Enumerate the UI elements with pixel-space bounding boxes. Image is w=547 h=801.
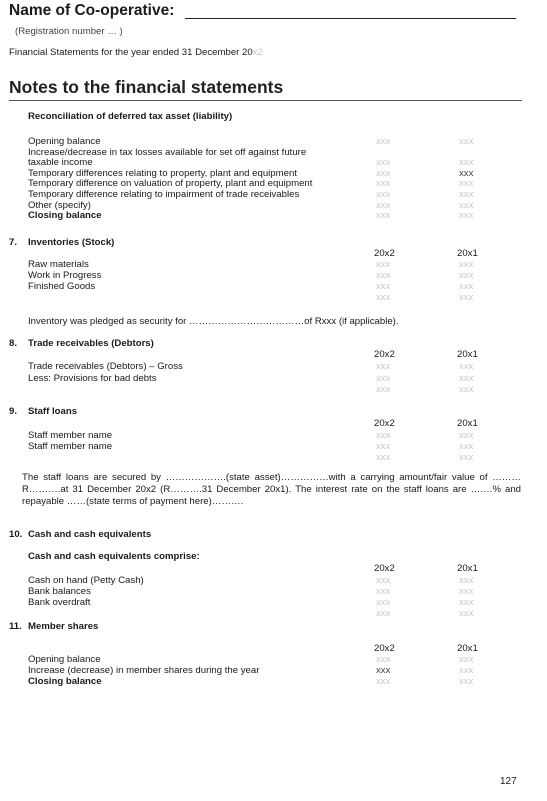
deferred-tax-value-prior: xxx — [459, 199, 474, 211]
cash-year-2: 20x1 — [457, 563, 478, 574]
deferred-tax-value-prior: xxx — [459, 136, 474, 147]
staff-loans-row-label: Staff member name — [28, 441, 113, 452]
member-shares-row-label: Opening balance — [28, 654, 101, 665]
staff-loans-total-prior: xxx — [459, 452, 474, 463]
cash-value-prior: xxx — [459, 586, 474, 597]
deferred-tax-row-label: taxable income — [28, 157, 93, 169]
deferred-tax-value-current: xxx — [376, 178, 391, 190]
member-shares-row-label: Closing balance — [28, 676, 102, 687]
registration-number: (Registration number … ) — [15, 26, 123, 37]
page-number: 127 — [500, 776, 517, 787]
staff-loans-number: 9. — [9, 406, 18, 417]
deferred-tax-value-current: xxx — [376, 136, 391, 147]
member-shares-value-prior: xxx — [459, 665, 474, 676]
staff-loans-row-label: Staff member name — [28, 430, 113, 441]
staff-loans-value-current: xxx — [376, 430, 391, 441]
deferred-tax-value-prior: xxx — [459, 189, 474, 200]
inventories-year-2: 20x1 — [457, 248, 478, 259]
deferred-tax-value-current: xxx — [376, 157, 391, 169]
inventories-pledge-note: Inventory was pledged as security for ………………………………of Rxxx (if applicable). — [28, 316, 399, 327]
deferred-tax-value-current: xxx — [376, 210, 391, 222]
member-shares-row-label: Increase (decrease) in member shares during the year — [28, 665, 260, 676]
deferred-tax-value-current: xxx — [376, 199, 391, 211]
cooperative-name-line — [185, 18, 516, 19]
inventories-row-label: Finished Goods — [28, 281, 96, 292]
inventories-value-prior: xxx — [459, 270, 474, 281]
inventories-value-current: xxx — [376, 259, 391, 270]
deferred-tax-value-prior: xxx — [459, 167, 474, 179]
cash-row-label: Cash on hand (Petty Cash) — [28, 575, 144, 586]
staff-loans-value-prior: xxx — [459, 430, 474, 441]
staff-loans-title: Staff loans — [28, 406, 78, 417]
receivables-year-2: 20x1 — [457, 349, 478, 360]
financial-statements-line: Financial Statements for the year ended 31 December 20x2 — [9, 47, 263, 58]
cash-value-current: xxx — [376, 597, 391, 608]
member-shares-value-current: xxx — [376, 654, 391, 665]
notes-title: Notes to the financial statements — [9, 77, 284, 97]
inventories-row-label: Raw materials — [28, 259, 89, 270]
inventories-total-current: xxx — [376, 292, 391, 303]
deferred-tax-value-prior: xxx — [459, 210, 474, 222]
staff-loans-value-current: xxx — [376, 441, 391, 452]
staff-loans-year-1: 20x2 — [374, 418, 395, 429]
deferred-tax-value-current: xxx — [376, 189, 391, 200]
receivables-value-prior: xxx — [459, 361, 474, 372]
inventories-year-1: 20x2 — [374, 248, 395, 259]
deferred-tax-row-label: Opening balance — [28, 136, 101, 147]
cash-row-label: Bank balances — [28, 586, 91, 597]
receivables-number: 8. — [9, 338, 18, 349]
deferred-tax-row-label: Temporary differences relating to property, plant and equipment — [28, 167, 297, 179]
inventories-value-current: xxx — [376, 270, 391, 281]
cooperative-name-label: Name of Co-operative: — [9, 2, 175, 19]
deferred-tax-title: Reconciliation of deferred tax asset (liability) — [28, 111, 233, 122]
inventories-title: Inventories (Stock) — [28, 237, 115, 248]
member-shares-number: 11. — [9, 621, 22, 632]
receivables-value-current: xxx — [376, 372, 391, 384]
cash-value-current: xxx — [376, 586, 391, 597]
inventories-total-prior: xxx — [459, 292, 474, 303]
member-shares-title: Member shares — [28, 621, 99, 632]
member-shares-year-1: 20x2 — [374, 643, 395, 654]
inventories-row-label: Work in Progress — [28, 270, 102, 281]
notes-title-rule — [9, 100, 522, 101]
staff-loans-paragraph: The staff loans are secured by ……………….(state asset)……………with a carrying amount/fair value of ………R……….at 31 December 20x2 (R……….31 December 20x1). The interest rate on the staff loans are …….% and repayable ……(state terms of payment here)………. — [22, 472, 521, 507]
cash-row-label: Bank overdraft — [28, 597, 91, 608]
staff-loans-total-current: xxx — [376, 452, 391, 463]
cash-number: 10. — [9, 529, 23, 540]
cash-year-1: 20x2 — [374, 563, 395, 574]
inventories-number: 7. — [9, 237, 18, 248]
cash-value-prior: xxx — [459, 597, 474, 608]
member-shares-value-prior: xxx — [459, 654, 474, 665]
inventories-value-prior: xxx — [459, 259, 474, 270]
deferred-tax-value-prior: xxx — [459, 157, 474, 169]
receivables-value-current: xxx — [376, 361, 391, 372]
member-shares-year-2: 20x1 — [457, 643, 478, 654]
inventories-value-current: xxx — [376, 281, 391, 292]
receivables-title: Trade receivables (Debtors) — [28, 338, 154, 349]
staff-loans-year-2: 20x1 — [457, 418, 478, 429]
receivables-row-label: Less: Provisions for bad debts — [28, 372, 157, 384]
receivables-total-prior: xxx — [459, 384, 474, 395]
deferred-tax-row-label: Temporary difference on valuation of property, plant and equipment — [28, 178, 313, 190]
cash-total-current: xxx — [376, 608, 391, 619]
deferred-tax-row-label: Other (specify) — [28, 199, 91, 211]
staff-loans-value-prior: xxx — [459, 441, 474, 452]
member-shares-value-current: xxx — [376, 665, 391, 676]
deferred-tax-row-label: Closing balance — [28, 210, 102, 222]
member-shares-value-prior: xxx — [459, 676, 474, 687]
deferred-tax-row-label: Increase/decrease in tax losses available for set off against future — [28, 146, 307, 158]
receivables-row-label: Trade receivables (Debtors) – Gross — [28, 361, 183, 372]
receivables-value-prior: xxx — [459, 372, 474, 384]
cash-total-prior: xxx — [459, 608, 474, 619]
receivables-year-1: 20x2 — [374, 349, 395, 360]
deferred-tax-value-current: xxx — [376, 167, 391, 179]
cash-subtitle: Cash and cash equivalents comprise: — [28, 551, 200, 562]
deferred-tax-value-prior: xxx — [459, 178, 474, 190]
cash-value-prior: xxx — [459, 575, 474, 586]
cash-title: Cash and cash equivalents — [28, 529, 152, 540]
member-shares-value-current: xxx — [376, 676, 391, 687]
deferred-tax-row-label: Temporary difference relating to impairment of trade receivables — [28, 189, 300, 200]
receivables-total-current: xxx — [376, 384, 391, 395]
cash-value-current: xxx — [376, 575, 391, 586]
inventories-value-prior: xxx — [459, 281, 474, 292]
